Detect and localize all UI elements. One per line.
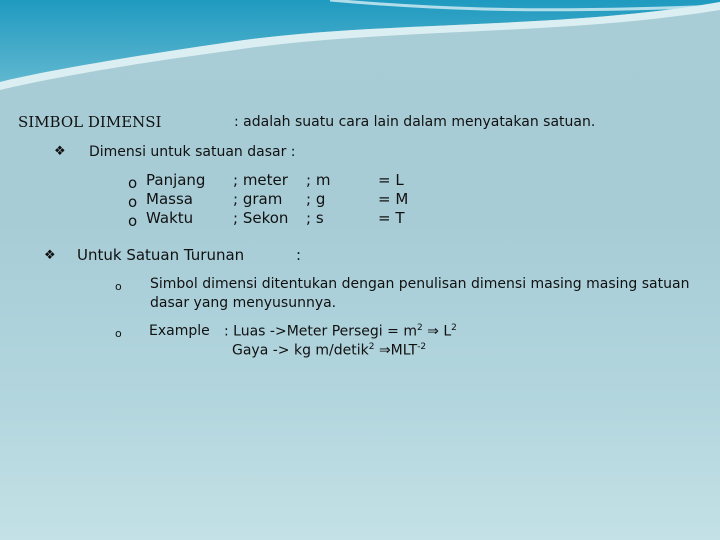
derived-rule-line1: Simbol dimensi ditentukan dengan penulisan dimensi masing masing satuan [150, 276, 690, 292]
quantity-name: Massa [146, 190, 193, 208]
circle-bullet-icon: o [128, 174, 138, 192]
definition-text: : adalah suatu cara lain dalam menyatakan satuan. [234, 114, 596, 130]
circle-bullet-icon: o [128, 193, 138, 211]
dimension-column [378, 171, 408, 228]
sub-bullet-column [128, 174, 137, 231]
unit-name: ; meter [233, 171, 288, 189]
unit-symbol: ; s [306, 209, 324, 227]
dimension-symbol: = M [378, 190, 409, 208]
dimension-symbol: = T [378, 209, 405, 227]
circle-bullet-icon: o [128, 212, 138, 230]
quantity-name: Panjang [146, 171, 206, 189]
derived-rule-line2: dasar yang menyusunnya. [150, 295, 337, 311]
unit-name: ; Sekon [233, 209, 289, 227]
quantity-name-column [146, 171, 205, 228]
dimension-symbol: = L [378, 171, 404, 189]
section2-colon: : [296, 246, 302, 264]
diamond-bullet-icon: ❖ [44, 248, 56, 263]
example-luas: : Luas ->Meter Persegi = $m^2$ ⇒ $L^2$ [224, 323, 457, 340]
example-gaya: Gaya -> kg m/detik$^2$ $\Rightarrow MLT^{-2}$ [232, 342, 427, 359]
slide-title: SIMBOL DIMENSI [18, 113, 162, 131]
unit-column [233, 171, 288, 228]
unit-symbol-column [306, 171, 330, 228]
unit-symbol: ; m [306, 171, 331, 189]
diamond-bullet-icon: ❖ [54, 144, 66, 159]
unit-symbol: ; g [306, 190, 326, 208]
section1-heading: Dimensi untuk satuan dasar : [89, 144, 296, 160]
circle-bullet-icon: o [115, 327, 122, 340]
circle-bullet-icon: o [115, 280, 122, 293]
header-wave-decoration [0, 0, 720, 110]
unit-name: ; gram [233, 190, 283, 208]
quantity-name: Waktu [146, 209, 194, 227]
section2-heading: Untuk Satuan Turunan [77, 246, 245, 264]
example-label: Example [149, 323, 210, 339]
